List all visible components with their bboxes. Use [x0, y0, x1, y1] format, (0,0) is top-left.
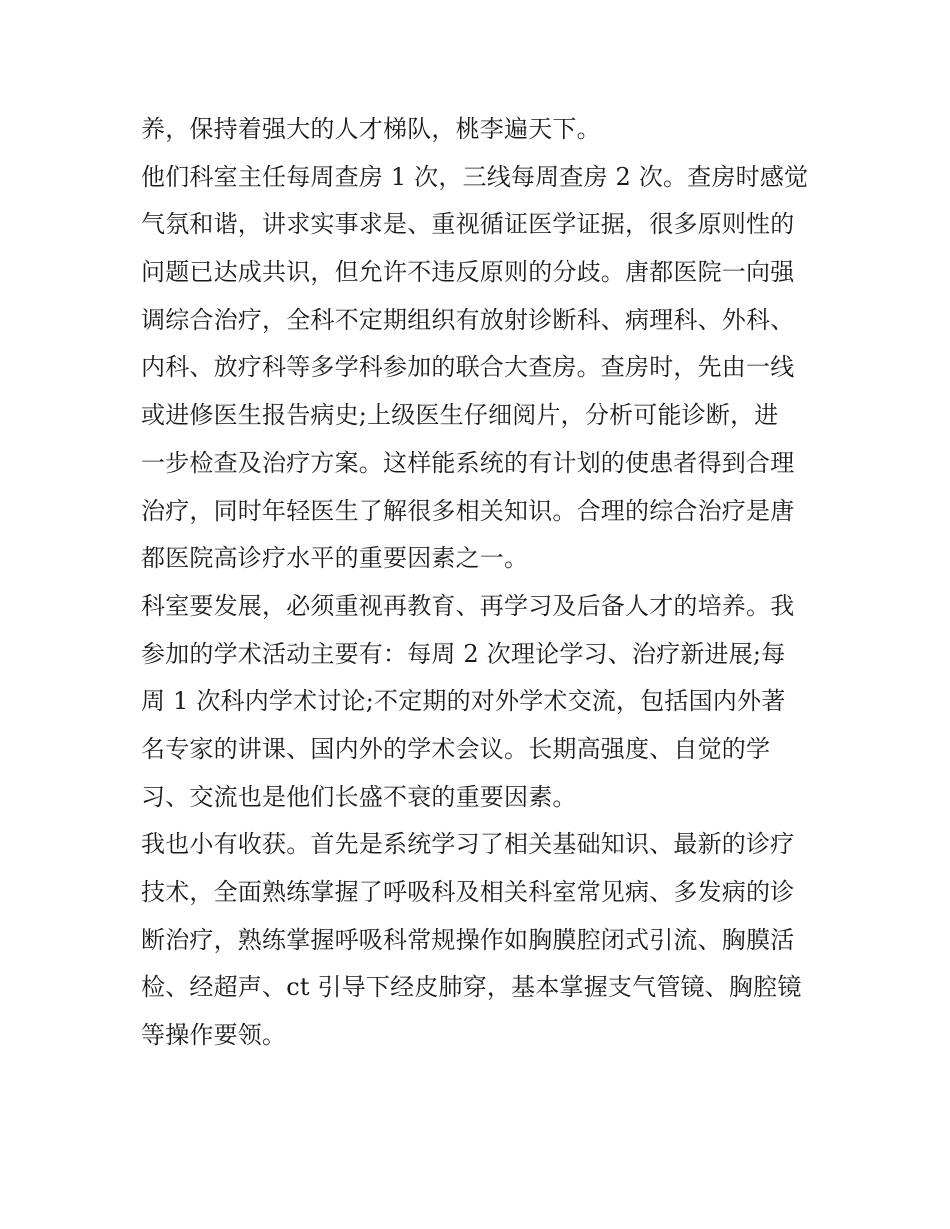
text-line: 参加的学术活动主要有：每周 2 次理论学习、治疗新进展;每 — [141, 639, 786, 668]
text-line: 周 1 次科内学术讨论;不定期的对外学术交流，包括国内外著 — [141, 687, 786, 716]
text-line: 养，保持着强大的人才梯队，桃李遍天下。 — [141, 115, 601, 143]
text-line: 我也小有收获。首先是系统学习了相关基础知识、最新的诊疗 — [141, 830, 795, 859]
text-line: 内科、放疗科等多学科参加的联合大查房。查房时，先由一线 — [141, 353, 795, 382]
text-line: 问题已达成共识，但允许不违反原则的分歧。唐都医院一向强 — [141, 258, 795, 287]
text-line: 都医院高诊疗水平的重要因素之一。 — [141, 544, 529, 573]
text-line: 断治疗，熟练掌握呼吸科常规操作如胸膜腔闭式引流、胸膜活 — [141, 925, 795, 954]
text-line: 技术，全面熟练掌握了呼吸科及相关科室常见病、多发病的诊 — [141, 878, 795, 906]
text-line: 习、交流也是他们长盛不衰的重要因素。 — [141, 782, 577, 811]
text-line: 检、经超声、ct 引导下经皮肺穿，基本掌握支气管镜、胸腔镜 — [141, 973, 802, 1002]
document-body — [141, 106, 821, 1060]
text-line: 或进修医生报告病史;上级医生仔细阅片，分析可能诊断，进 — [141, 401, 779, 430]
text-line: 治疗，同时年轻医生了解很多相关知识。合理的综合治疗是唐 — [141, 496, 795, 525]
text-line: 一步检查及治疗方案。这样能系统的有计划的使患者得到合理 — [141, 448, 795, 477]
text-line: 气氛和谐，讲求实事求是、重视循证医学证据，很多原则性的 — [141, 210, 795, 239]
text-line: 名专家的讲课、国内外的学术会议。长期高强度、自觉的学 — [141, 734, 771, 763]
text-line: 他们科室主任每周查房 1 次，三线每周查房 2 次。查房时感觉 — [141, 162, 809, 191]
text-line: 调综合治疗，全科不定期组织有放射诊断科、病理科、外科、 — [141, 305, 795, 334]
text-line: 等操作要领。 — [141, 1021, 287, 1050]
text-line: 科室要发展，必须重视再教育、再学习及后备人才的培养。我 — [141, 591, 795, 620]
